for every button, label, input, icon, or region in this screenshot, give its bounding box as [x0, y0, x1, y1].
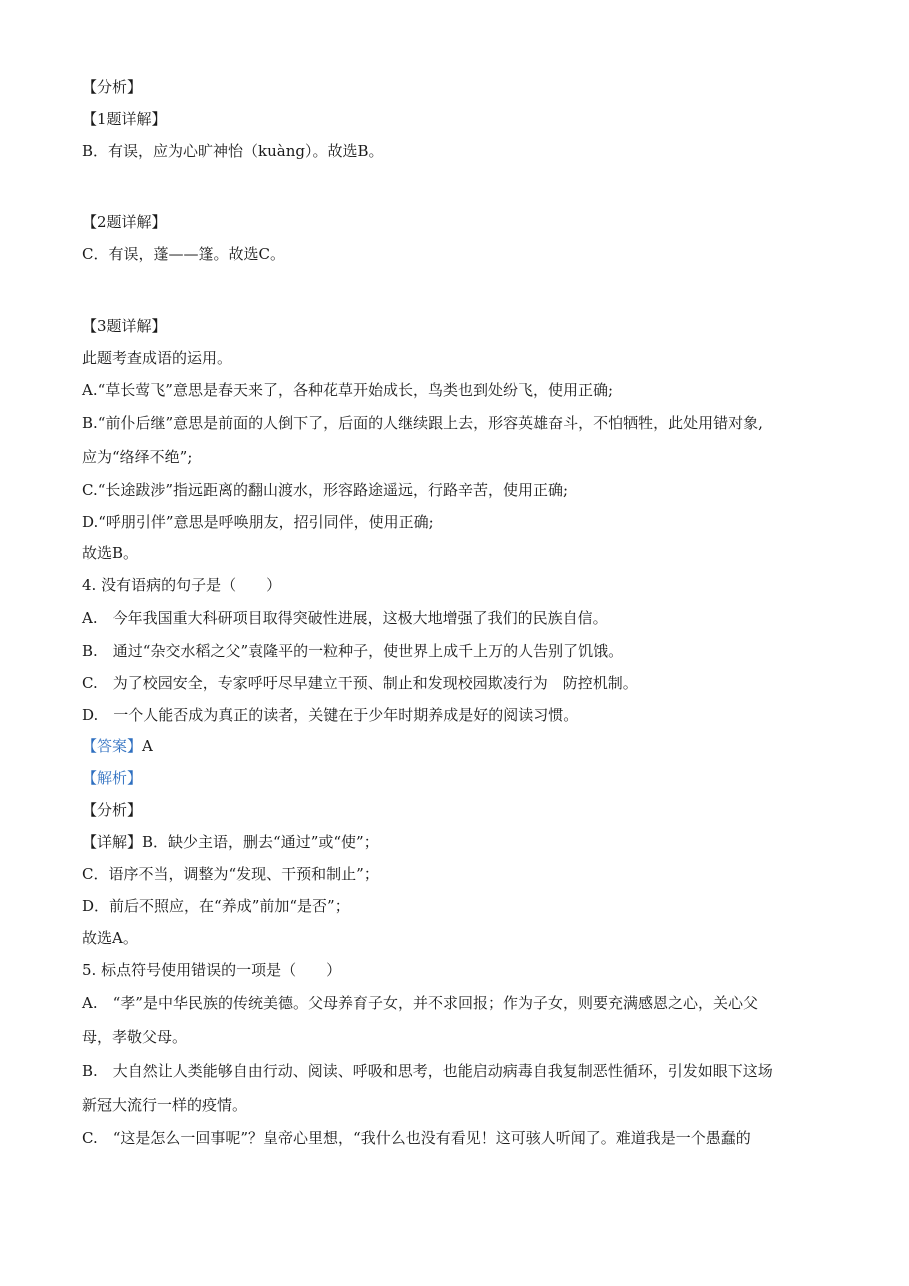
q4-detail-b: 【详解】B．缺少主语，删去“通过”或“使”；: [82, 833, 379, 851]
q4-answer: [82, 736, 153, 756]
heading-q1-detail: 【1题详解】: [82, 110, 167, 128]
q2-detail-text: C．有误，蓬——篷。故选C。: [82, 245, 285, 263]
q4-conclusion: 故选A。: [82, 929, 138, 947]
answer-label: 【答案】: [82, 737, 143, 755]
q3-option-b: B.“前仆后继”意思是前面的人倒下了，后面的人继续跟上去，形容英雄奋斗，不怕牺牲，此处用错对象,: [82, 414, 763, 432]
q5-option-a-cont: 母，孝敬父母。: [82, 1028, 188, 1046]
q5-stem: 5. 标点符号使用错误的一项是（ ）: [82, 961, 342, 979]
q3-option-c: C.“长途跋涉”指远距离的翻山渡水，形容路途遥远，行路辛苦，使用正确;: [82, 481, 569, 499]
q3-option-d: D.“呼朋引伴”意思是呼唤朋友，招引同伴，使用正确;: [82, 513, 434, 531]
q4-analysis-label: 【解析】: [82, 769, 143, 787]
q5-option-b: B. 大自然让人类能够自由行动、阅读、呼吸和思考，也能启动病毒自我复制恶性循环，引发如眼下这场: [82, 1062, 773, 1080]
heading-analysis: 【分析】: [82, 78, 143, 96]
heading-q3-detail: 【3题详解】: [82, 317, 167, 335]
q4-option-c: C. 为了校园安全，专家呼吁尽早建立干预、制止和发现校园欺凌行为 防控机制。: [82, 674, 638, 692]
q3-option-a: A.“草长莺飞”意思是春天来了，各种花草开始成长，鸟类也到处纷飞，使用正确;: [82, 381, 613, 399]
q4-detail-c: C．语序不当，调整为“发现、干预和制止”；: [82, 865, 379, 883]
q3-conclusion: 故选B。: [82, 544, 139, 562]
q3-option-b-cont: 应为“络绎不绝”;: [82, 448, 193, 466]
q5-option-b-cont: 新冠大流行一样的疫情。: [82, 1096, 248, 1114]
q4-option-d: D. 一个人能否成为真正的读者，关键在于少年时期养成是好的阅读习惯。: [82, 706, 579, 724]
q4-heading-analysis: 【分析】: [82, 801, 143, 819]
q5-option-c: C. “这是怎么一回事呢”？皇帝心里想，“我什么也没有看见！这可骇人听闻了。难道我是一个愚蠢的: [82, 1129, 751, 1147]
heading-q2-detail: 【2题详解】: [82, 213, 167, 231]
q1-detail-text: B．有误，应为心旷神怡（kuàng）。故选B。: [82, 142, 384, 160]
q4-option-b: B. 通过“杂交水稻之父”袁隆平的一粒种子，使世界上成千上万的人告别了饥饿。: [82, 642, 624, 660]
q5-option-a: A. “孝”是中华民族的传统美德。父母养育子女，并不求回报；作为子女，则要充满感恩之心，关心父: [82, 994, 758, 1012]
q4-detail-d: D．前后不照应，在“养成”前加“是否”；: [82, 897, 350, 915]
answer-value: A: [142, 737, 153, 755]
q4-stem: 4. 没有语病的句子是（ ）: [82, 576, 282, 594]
q3-intro: 此题考查成语的运用。: [82, 349, 233, 367]
q4-option-a: A. 今年我国重大科研项目取得突破性进展，这极大地增强了我们的民族自信。: [82, 609, 608, 627]
